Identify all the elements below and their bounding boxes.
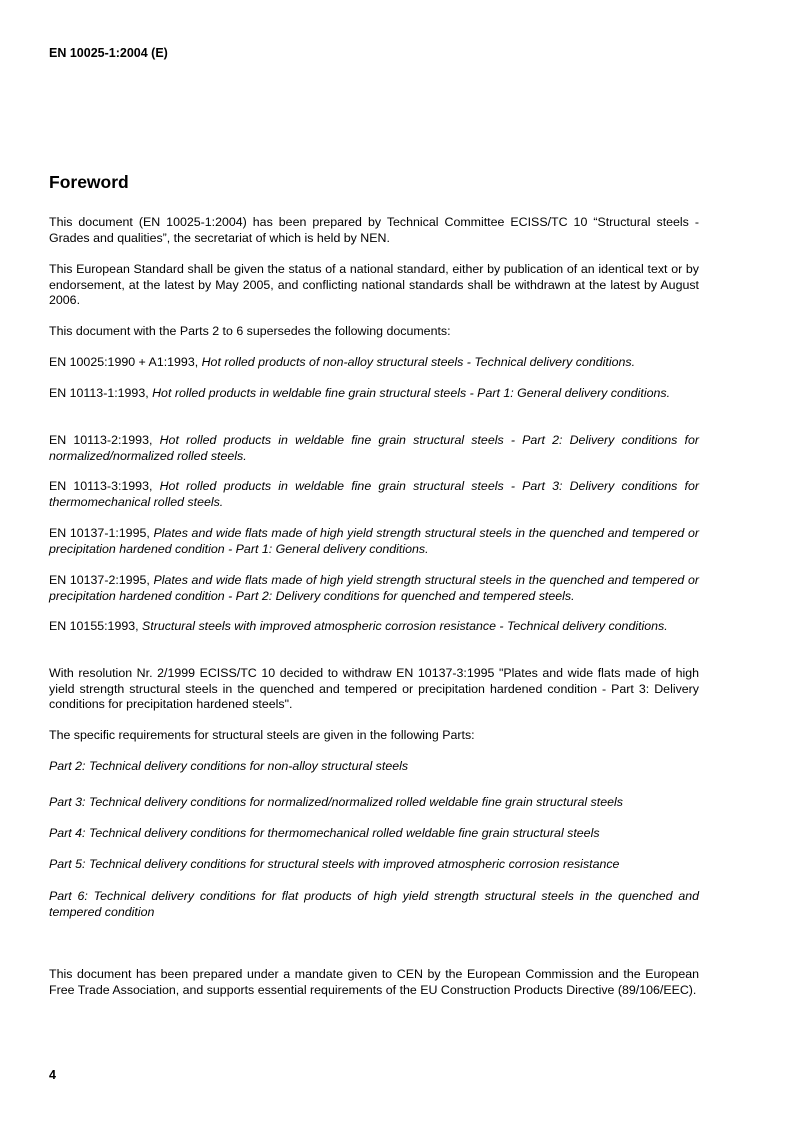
superseded-item bbox=[49, 526, 699, 557]
superseded-title: Plates and wide flats made of high yield strength structural steels in the quenched and tempered or precipitation hardened condition - Part 1: General delivery conditions. bbox=[49, 526, 699, 556]
superseded-title: Hot rolled products in weldable fine grain structural steels - Part 2: Delivery conditions for normalized/normalized rolled steels. bbox=[49, 433, 699, 463]
part-item: Part 3: Technical delivery conditions for normalized/normalized rolled weldable fine grain structural steels bbox=[49, 795, 623, 809]
superseded-item bbox=[49, 433, 699, 464]
paragraph-mandate: This document has been prepared under a mandate given to CEN by the European Commission and the European Free Trade Association, and supports essential requirements of the EU Construction Products Directive (89/106/EEC). bbox=[49, 967, 699, 997]
superseded-ref: EN 10137-2:1995, bbox=[49, 573, 154, 587]
superseded-item bbox=[49, 573, 699, 604]
superseded-ref: EN 10113-2:1993, bbox=[49, 433, 160, 447]
paragraph-supersedes: This document with the Parts 2 to 6 supersedes the following documents: bbox=[49, 324, 451, 338]
superseded-title: Hot rolled products of non-alloy structural steels - Technical delivery conditions. bbox=[201, 355, 636, 369]
paragraph-parts-intro: The specific requirements for structural steels are given in the following Parts: bbox=[49, 728, 475, 742]
superseded-title: Structural steels with improved atmospheric corrosion resistance - Technical delivery conditions. bbox=[142, 619, 668, 633]
superseded-title: Plates and wide flats made of high yield strength structural steels in the quenched and tempered or precipitation hardened condition - Part 2: Delivery conditions for quenched and tempered steels. bbox=[49, 573, 699, 603]
superseded-ref: EN 10113-3:1993, bbox=[49, 479, 160, 493]
superseded-item bbox=[49, 619, 699, 635]
section-title: Foreword bbox=[49, 172, 129, 192]
part-item: Part 5: Technical delivery conditions for structural steels with improved atmospheric corrosion resistance bbox=[49, 857, 620, 871]
part-item: Part 6: Technical delivery conditions for flat products of high yield strength structural steels in the quenched and tempered condition bbox=[49, 889, 699, 919]
superseded-ref: EN 10113-1:1993, bbox=[49, 386, 153, 400]
superseded-title: Hot rolled products in weldable fine grain structural steels - Part 3: Delivery conditions for thermomechanical rolled steels. bbox=[49, 479, 699, 509]
superseded-ref: EN 10137-1:1995, bbox=[49, 526, 154, 540]
paragraph-secretariat: This document (EN 10025-1:2004) has been prepared by Technical Committee ECISS/TC 10 “Structural steels - Grades and qualities”, the secretariat of which is held by NEN. bbox=[49, 215, 699, 245]
paragraph-status: This European Standard shall be given the status of a national standard, either by publication of an identical text or by endorsement, at the latest by May 2005, and conflicting national standards shall be withdrawn at the latest by August 2006. bbox=[49, 262, 699, 307]
superseded-ref: EN 10025:1990 + A1:1993, bbox=[49, 355, 202, 369]
superseded-item bbox=[49, 355, 699, 371]
superseded-item bbox=[49, 479, 699, 510]
document-header: EN 10025-1:2004 (E) bbox=[49, 46, 168, 60]
part-item: Part 2: Technical delivery conditions for non-alloy structural steels bbox=[49, 759, 409, 773]
superseded-item bbox=[49, 386, 699, 402]
superseded-title: Hot rolled products in weldable fine grain structural steels - Part 1: General delivery conditions. bbox=[152, 386, 671, 400]
page-number: 4 bbox=[49, 1068, 56, 1082]
paragraph-resolution: With resolution Nr. 2/1999 ECISS/TC 10 decided to withdraw EN 10137-3:1995 "Plates and wide flats made of high yield strength structural steels in the quenched and tempered or precipitation hardened condition - Part 3: Delivery conditions for precipitation hardened steels". bbox=[49, 666, 699, 711]
part-item: Part 4: Technical delivery conditions for thermomechanical rolled weldable fine grain structural steels bbox=[49, 826, 600, 840]
superseded-ref: EN 10155:1993, bbox=[49, 619, 143, 633]
